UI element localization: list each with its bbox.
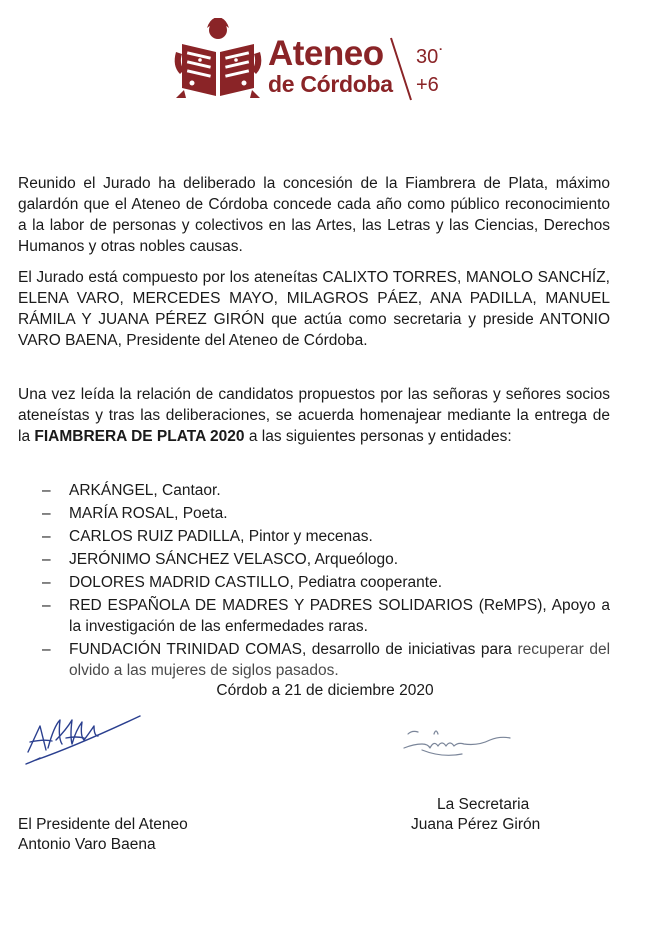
logo-subtitle: de Córdoba — [268, 71, 393, 97]
ateneo-logo — [172, 18, 472, 100]
decision-text-start: Una vez leída la relación de candidatos propuestos por las señoras y señores socios ateneístas y tras las deliberaciones, se acuerda homenajear mediante la entrega de la — [18, 386, 610, 445]
secretary-signature — [400, 726, 516, 768]
list-dash: – — [42, 597, 51, 614]
list-dash: – — [42, 574, 51, 591]
logo-title: Ateneo — [268, 34, 384, 73]
anniversary-plus: +6 — [416, 74, 439, 96]
secretary-title: La Secretaria — [437, 796, 530, 813]
list-item — [18, 595, 610, 637]
list-item — [18, 639, 610, 681]
awardee-text: JERÓNIMO SÁNCHEZ VELASCO, Arqueólogo. — [69, 551, 399, 568]
awardee-text: MARÍA ROSAL, Poeta. — [69, 505, 228, 522]
list-item — [18, 480, 610, 501]
list-dash: – — [42, 528, 51, 545]
list-item — [18, 549, 610, 570]
paragraph-jury: El Jurado está compuesto por los ateneítas CALIXTO TORRES, MANOLO SANCHÍZ, ELENA VARO, MERCEDES MAYO, MILAGROS PÁEZ, ANA PADILLA, MANUEL RÁMILA Y JUANA PÉREZ GIRÓN que actúa como secretaria y preside ANTONIO VARO BAENA, Presidente del Ateneo de Córdoba. — [18, 269, 610, 349]
date-line: Córdob a 21 de diciembre 2020 — [216, 682, 434, 699]
paragraph-intro: Reunido el Jurado ha deliberado la concesión de la Fiambrera de Plata, máximo galardón que el Ateneo de Córdoba concede cada año como público reconocimiento a la labor de personas y colectivos en las Artes, las Letras y las Ciencias, Derechos Humanos y otras nobles causas. — [18, 175, 610, 255]
list-item — [18, 503, 610, 524]
list-dash: – — [42, 551, 51, 568]
president-signature — [22, 702, 144, 782]
list-dash: – — [42, 505, 51, 522]
list-dash: – — [42, 641, 51, 658]
awardee-text-continued: recuperar del olvido a las mujeres de siglos pasados. — [69, 641, 611, 679]
president-title: El Presidente del Ateneo — [18, 816, 188, 833]
reader-emblem-icon — [172, 18, 264, 100]
awardee-text: ARKÁNGEL, Cantaor. — [69, 482, 221, 499]
anniversary-number: 30˙ — [416, 46, 445, 68]
paragraph-decision — [18, 384, 610, 447]
list-item — [18, 572, 610, 593]
awardee-text: CARLOS RUIZ PADILLA, Pintor y mecenas. — [69, 528, 373, 545]
decision-text-end: a las siguientes personas y entidades: — [244, 428, 512, 445]
secretary-name: Juana Pérez Girón — [411, 816, 541, 833]
award-name: FIAMBRERA DE PLATA 2020 — [34, 428, 245, 445]
president-name: Antonio Varo Baena — [18, 836, 156, 853]
awardee-text: FUNDACIÓN TRINIDAD COMAS, desarrollo de iniciativas para — [69, 641, 518, 658]
list-dash: – — [42, 482, 51, 499]
awardee-text: DOLORES MADRID CASTILLO, Pediatra cooperante. — [69, 574, 443, 591]
awardee-list — [18, 480, 610, 683]
awardee-text: RED ESPAÑOLA DE MADRES Y PADRES SOLIDARIOS (ReMPS), Apoyo a la investigación de las enfermedades raras. — [69, 597, 610, 635]
list-item — [18, 526, 610, 547]
